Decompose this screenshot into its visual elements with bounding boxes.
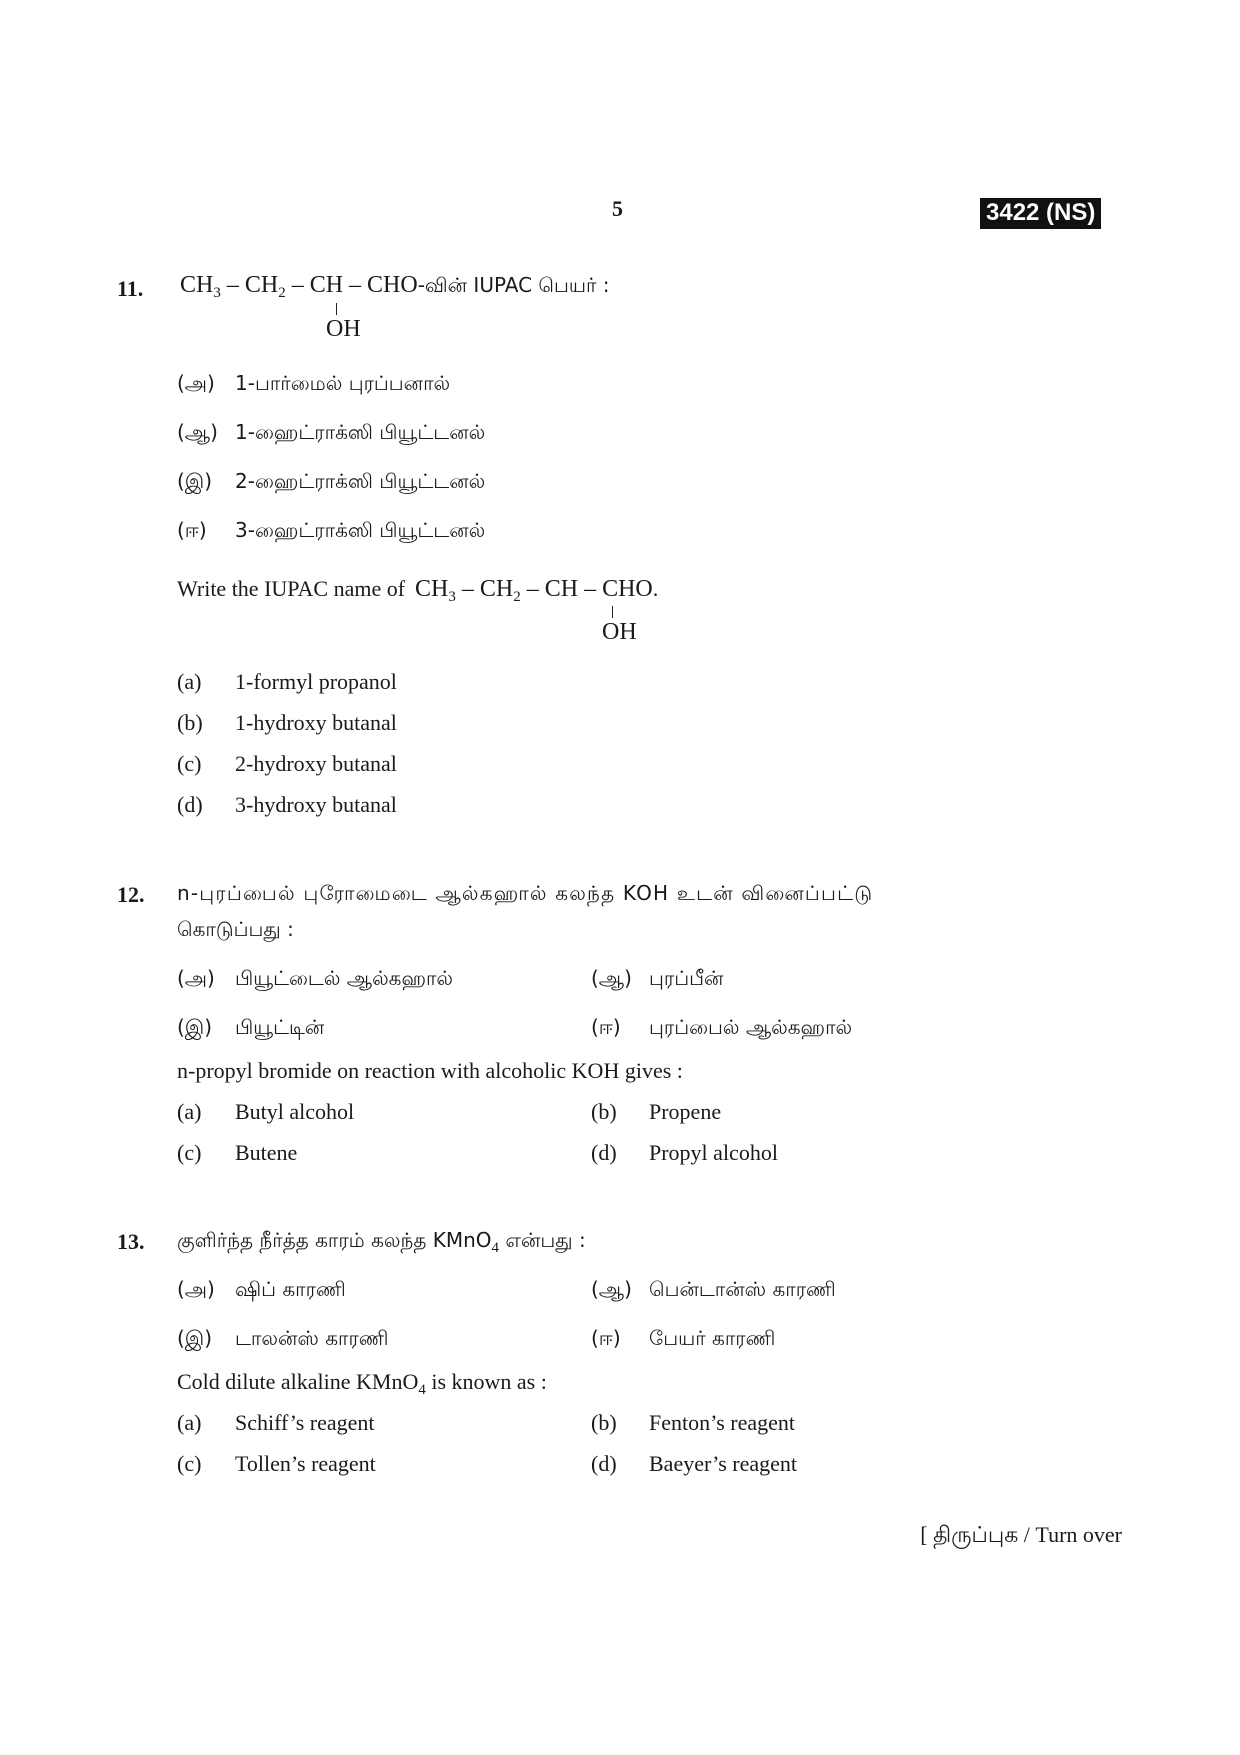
q12-english-option-a: (a) Butyl alcohol [177,1099,355,1124]
turn-over-footer: [ திருப்புக / Turn over [920,1522,1122,1547]
q12-tamil-option-b: (ஆ) புரப்பீன் [591,966,724,990]
q11-tamil-option-c: (இ) 2-ஹைட்ராக்ஸி பியூட்டனல் [177,469,486,493]
question-number-13: 13. [117,1229,145,1254]
page-number: 5 [612,196,623,221]
q13-english-option-d: (d) Baeyer’s reagent [591,1451,798,1476]
q13-tamil-stem: குளிர்ந்த நீர்த்த காரம் கலந்த KMnO$_4$ என்பது : [177,1228,586,1256]
q13-english-option-a: (a) Schiff’s reagent [177,1410,375,1435]
q11-en-bond-line [612,606,613,618]
q13-tamil-option-d: (ஈ) பேயர் காரணி [591,1326,776,1350]
q11-english-option-b: (b) 1-hydroxy butanal [177,710,397,735]
paper-code-badge: 3422 (NS) [980,198,1101,229]
q12-english-option-b: (b) Propene [591,1099,722,1124]
q11-tamil-option-b: (ஆ) 1-ஹைட்ராக்ஸி பியூட்டனல் [177,420,486,444]
q11-english-stem: Write the IUPAC name of $CH_3 - CH_2$ – CH – CHO. [177,576,659,605]
q13-tamil-option-c: (இ) டாலன்ஸ் காரணி [177,1326,389,1350]
q11-bond-line [336,303,337,315]
q11-tamil-option-a: (அ) 1-பார்மைல் புரப்பனால் [177,371,451,395]
q11-formula: $CH_3 - CH_2$ – CH – CHO [180,272,418,301]
q13-tamil-option-b: (ஆ) பென்டான்ஸ் காரணி [591,1277,836,1301]
q11-english-option-d: (d) 3-hydroxy butanal [177,792,397,817]
q13-english-option-b: (b) Fenton’s reagent [591,1410,796,1435]
q13-tamil-option-a: (அ) ஷிப் காரணி [177,1277,346,1301]
q13-english-option-c: (c) Tollen’s reagent [177,1451,376,1476]
question-number-11: 11. [117,276,144,301]
q11-en-branch-oh: OH [602,619,637,645]
q11-english-option-c: (c) 2-hydroxy butanal [177,751,397,776]
q12-tamil-stem-line2: கொடுப்பது : [177,917,294,941]
q13-english-stem: Cold dilute alkaline KMnO$_4$ is known as : [177,1369,547,1398]
q12-tamil-option-a: (அ) பியூட்டைல் ஆல்கஹால் [177,966,454,990]
q12-english-option-c: (c) Butene [177,1140,298,1165]
q11-branch-oh: OH [326,316,361,342]
q12-english-option-d: (d) Propyl alcohol [591,1140,778,1165]
q12-english-stem: n-propyl bromide on reaction with alcoholic KOH gives : [177,1058,683,1083]
q11-tamil-suffix: -வின் IUPAC பெயர் : [417,273,610,297]
question-number-12: 12. [117,882,145,907]
q11-tamil-stem [180,272,610,302]
q11-english-option-a: (a) 1-formyl propanol [177,669,397,694]
q12-tamil-option-d: (ஈ) புரப்பைல் ஆல்கஹால் [591,1015,853,1039]
q12-tamil-option-c: (இ) பியூட்டின் [177,1015,325,1039]
q11-tamil-option-d: (ஈ) 3-ஹைட்ராக்ஸி பியூட்டனல் [177,518,486,542]
q12-tamil-stem-line1: n-புரப்பைல் புரோமைடை ஆல்கஹால் கலந்த KOH உடன் வினைப்பட்டு [177,881,874,905]
